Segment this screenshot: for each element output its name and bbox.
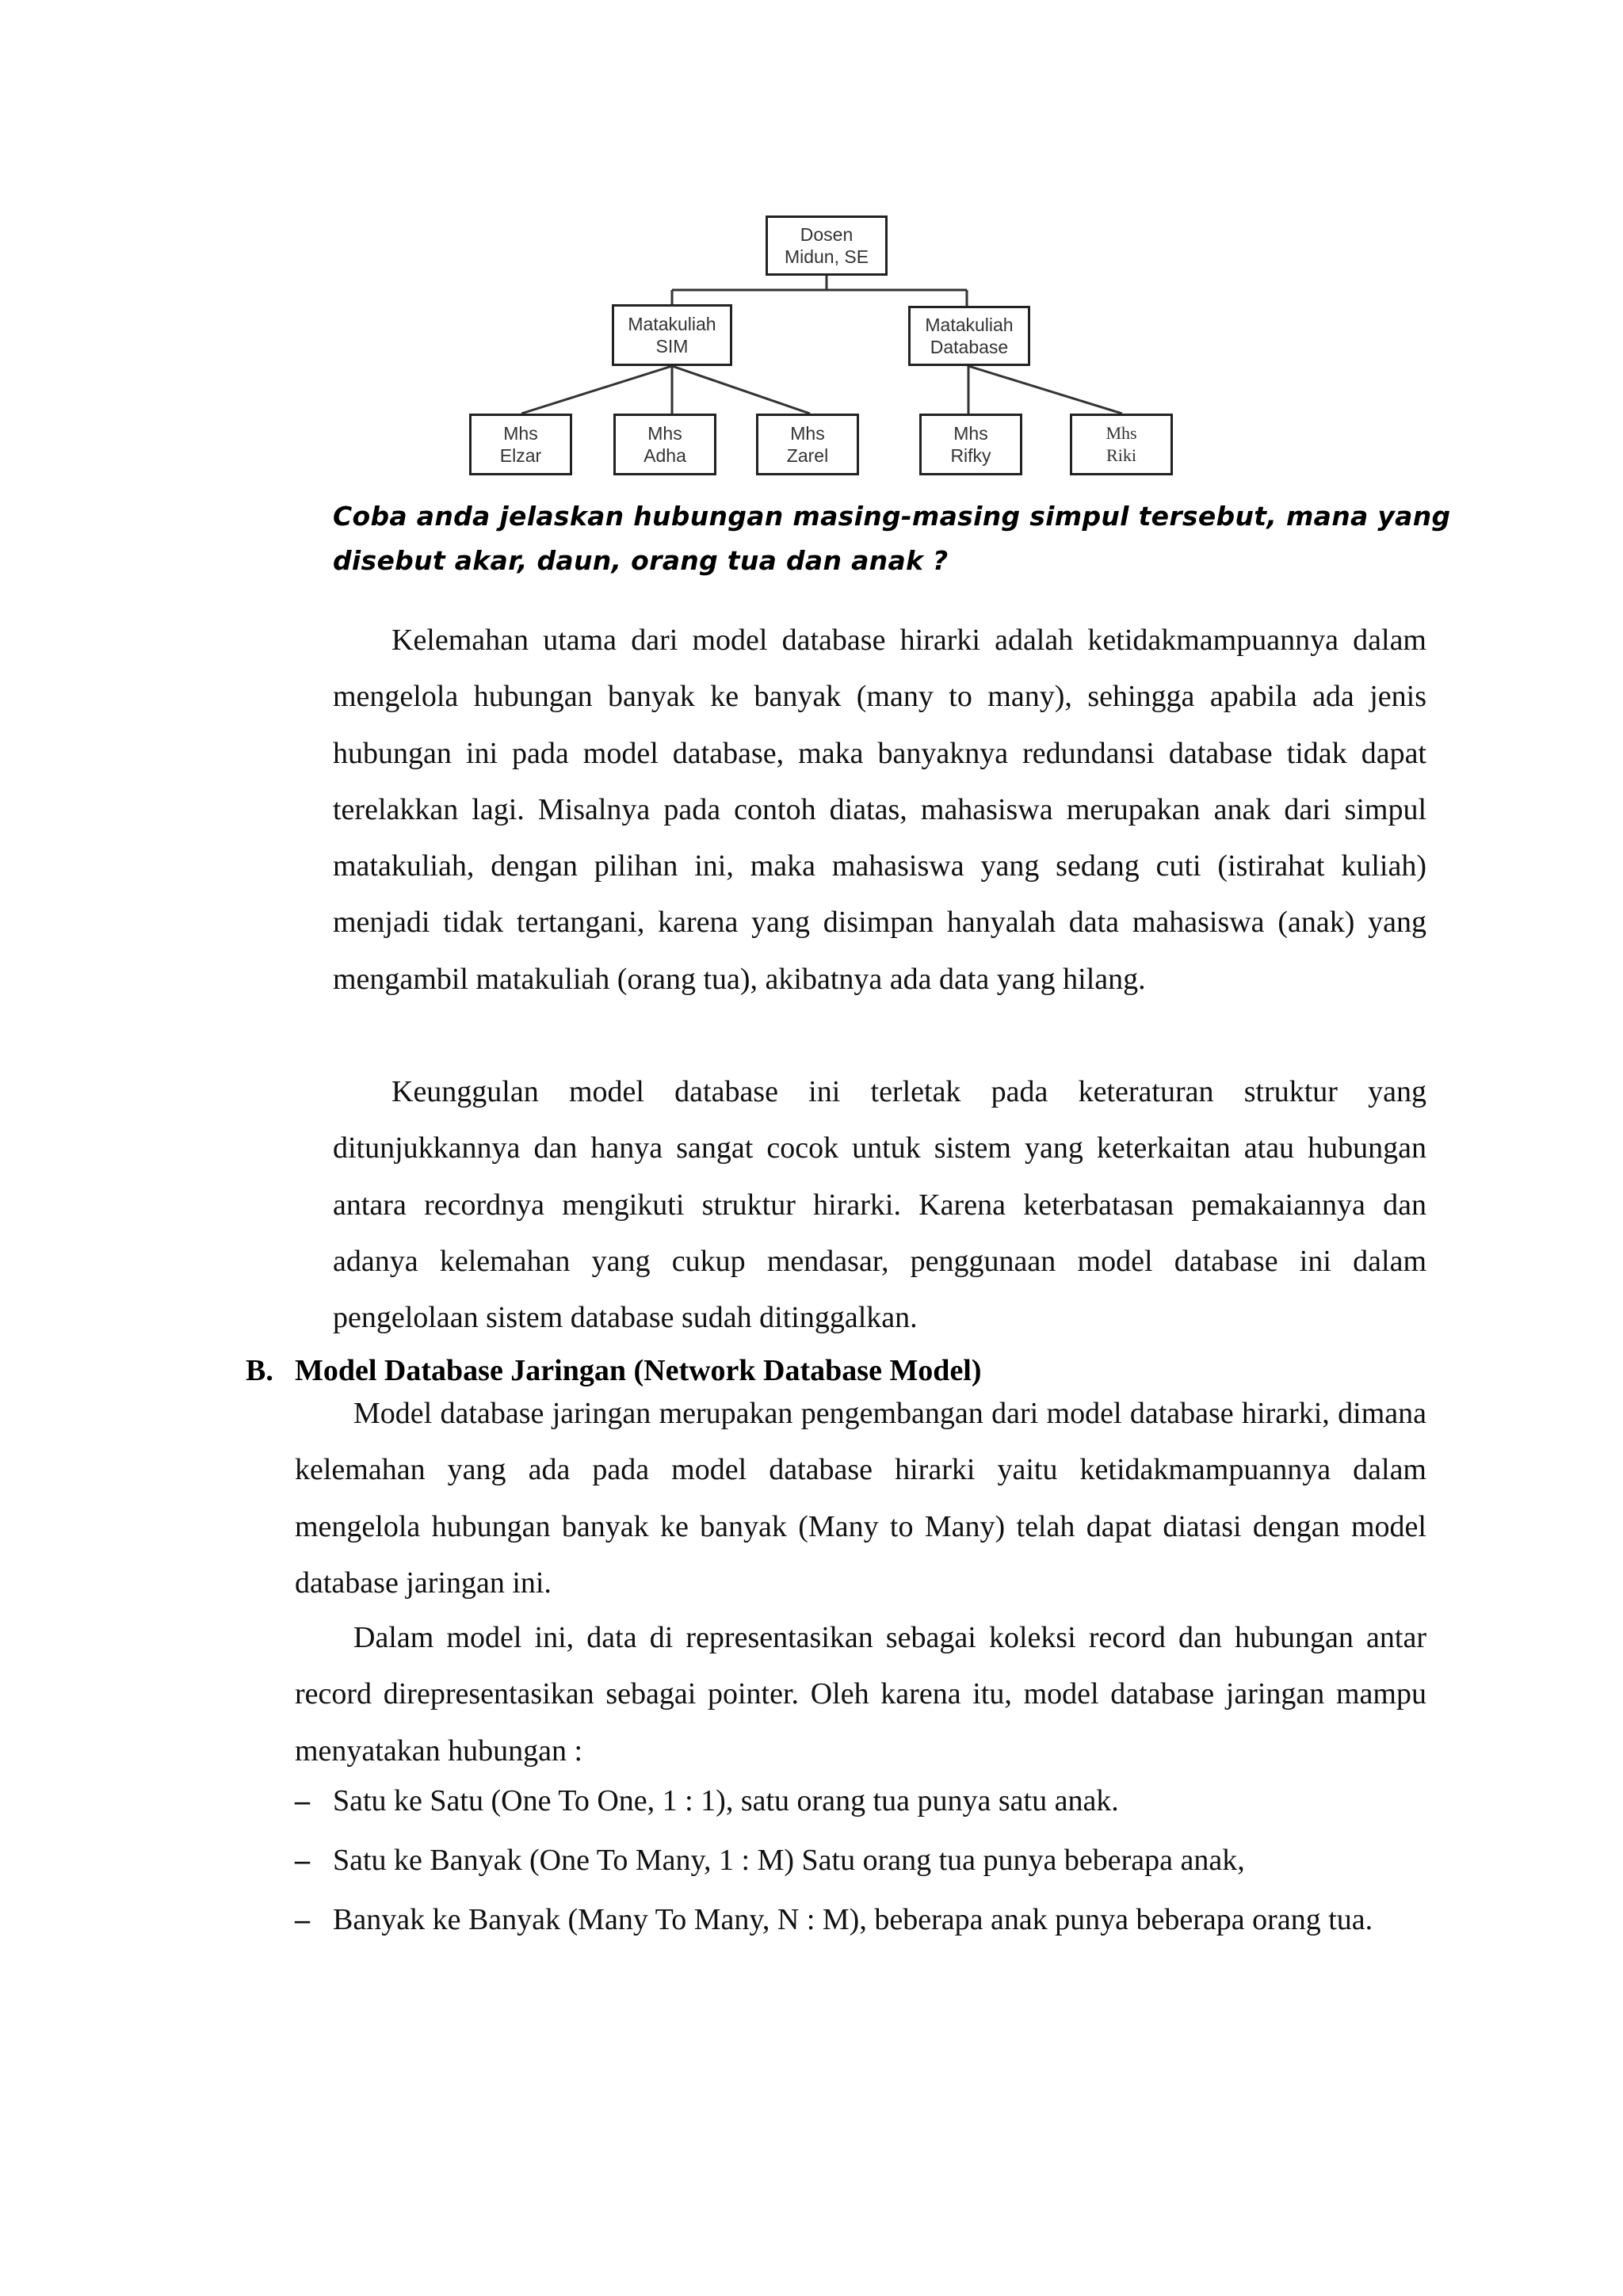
node-mhs-zarel (756, 414, 859, 475)
node-matakuliah-sim-line1: Matakuliah (628, 314, 716, 334)
node-mhs-riki-line1: Mhs (1106, 423, 1137, 443)
list-item (295, 1772, 1426, 1830)
node-mhs-adha (613, 414, 716, 475)
node-mhs-elzar (469, 414, 572, 475)
connector-sim-elzar (521, 366, 672, 414)
node-mhs-adha-line1: Mhs (647, 423, 682, 444)
section-b-heading (246, 1351, 1434, 1390)
bullet-text: Satu ke Satu (One To One, 1 : 1), satu orang tua punya satu anak. (333, 1784, 1119, 1817)
bullet-dash: – (295, 1784, 310, 1817)
node-dosen (766, 215, 888, 276)
node-mhs-rifky-line2: Rifky (950, 445, 991, 466)
node-matakuliah-database (908, 306, 1030, 366)
paragraph-keunggulan: Keunggulan model database ini terletak pada keteraturan struktur yang ditunjukkannya dan hanya sangat cocok untuk sistem yang keterkaitan atau hubungan antara recordnya mengikuti struktur hirarki. Karena keterbatasan pemakaiannya dan adanya kelemahan yang cukup mendasar, penggunaan model database ini dalam pengelolaan sistem database sudah ditinggalkan. (333, 1075, 1426, 1335)
paragraph-kelemahan: Kelemahan utama dari model database hirarki adalah ketidakmampuannya dalam mengelola hubungan banyak ke banyak (many to many), sehingga apabila ada jenis hubungan ini pada model database, maka banyaknya redundansi database tidak dapat terelakkan lagi. Misalnya pada contoh diatas, mahasiswa merupakan anak dari simpul matakuliah, dengan pilihan ini, maka mahasiswa yang sedang cuti (istirahat kuliah) menjadi tidak tertangani, karena yang disimpan hanyalah data mahasiswa (anak) yang mengambil matakuliah (orang tua), akibatnya ada data yang hilang. (333, 624, 1426, 996)
diagram-question (333, 494, 1451, 583)
list-item (295, 1891, 1426, 1949)
paragraph-network-intro: Model database jaringan merupakan pengembangan dari model database hirarki, dimana kelemahan yang ada pada model database hirarki yaitu ketidakmampuannya dalam mengelola hubungan banyak ke banyak (Many to Many) telah dapat diatasi dengan model database jaringan ini. (295, 1397, 1426, 1600)
bullet-dash: – (295, 1903, 310, 1936)
bullet-text: Banyak ke Banyak (Many To Many, N : M), beberapa anak punya beberapa orang tua. (333, 1903, 1373, 1936)
section-b-title: Model Database Jaringan (Network Database Model) (295, 1354, 982, 1387)
question-line-2: disebut akar, daun, orang tua dan anak ? (333, 545, 949, 576)
paragraph-network-records: Dalam model ini, data di representasikan sebagai koleksi record dan hubungan antar record direpresentasikan sebagai pointer. Oleh karena itu, model database jaringan mampu menyatakan hubungan : (295, 1621, 1426, 1768)
node-matakuliah-database-line2: Database (930, 337, 1009, 357)
node-mhs-elzar-line1: Mhs (503, 423, 538, 444)
node-dosen-line1: Dosen (800, 224, 854, 245)
connector-database-riki (968, 366, 1122, 414)
node-mhs-adha-line2: Adha (643, 445, 686, 466)
node-mhs-elzar-line2: Elzar (499, 445, 542, 466)
section-b-label: B. (246, 1354, 273, 1387)
node-matakuliah-sim-line2: SIM (655, 336, 689, 357)
bullet-dash: – (295, 1844, 310, 1877)
list-item (295, 1832, 1426, 1890)
node-matakuliah-sim (612, 304, 732, 366)
bullet-text: Satu ke Banyak (One To Many, 1 : M) Satu orang tua punya beberapa anak, (333, 1844, 1245, 1877)
node-matakuliah-database-line1: Matakuliah (925, 315, 1014, 335)
node-mhs-zarel-line2: Zarel (786, 445, 829, 466)
node-mhs-riki (1070, 414, 1173, 475)
node-mhs-riki-line2: Riki (1106, 445, 1136, 465)
node-mhs-rifky-line1: Mhs (953, 423, 988, 444)
question-line-1: Coba anda jelaskan hubungan masing-masing simpul tersebut, mana yang (333, 501, 1451, 532)
connector-sim-zarel (672, 366, 810, 414)
node-mhs-zarel-line1: Mhs (790, 423, 825, 444)
node-mhs-rifky (919, 414, 1022, 475)
node-dosen-line2: Midun, SE (784, 246, 869, 267)
hierarchy-diagram (0, 0, 1623, 507)
